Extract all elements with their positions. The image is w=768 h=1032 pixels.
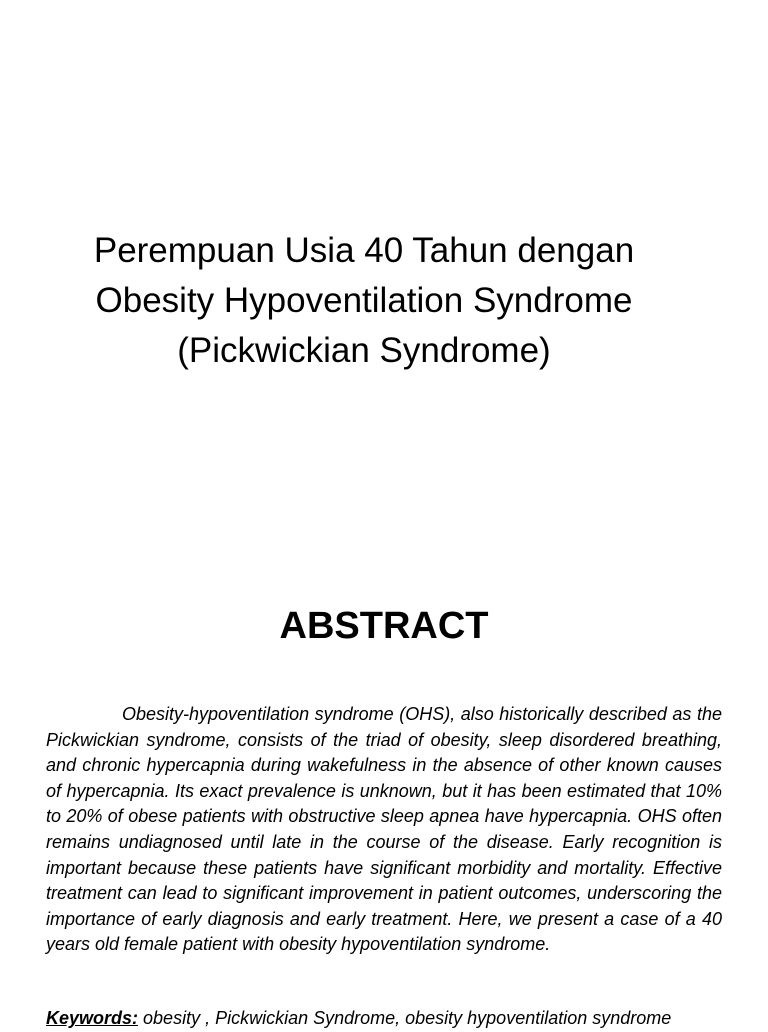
title-line-3: (Pickwickian Syndrome): [177, 331, 551, 370]
abstract-heading: ABSTRACT: [279, 605, 489, 647]
keywords-text: obesity , Pickwickian Syndrome, obesity hypoventilation syndrome: [138, 1008, 672, 1028]
keywords-label: Keywords:: [46, 1008, 139, 1028]
title-line-1: Perempuan Usia 40 Tahun dengan: [93, 231, 635, 270]
keywords-line: [46, 1006, 746, 1032]
title-line-2: Obesity Hypoventilation Syndrome: [95, 281, 633, 320]
abstract-body: Obesity-hypoventilation syndrome (OHS), also historically described as the Pickwickian syndrome, consists of the triad of obesity, sleep disordered breathing, and chronic hypercapnia during wakefulness in the absence of other known causes of hypercapnia. Its exact prevalence is unknown, but it has been estimated that 10% to 20% of obese patients with obstructive sleep apnea have hypercapnia. OHS often remains undiagnosed until late in the course of the disease. Early recognition is important because these patients have significant morbidity and mortality. Effective treatment can lead to significant improvement in patient outcomes, underscoring the importance of early diagnosis and early treatment. Here, we present a case of a 40 years old female patient with obesity hypoventilation syndrome.: [46, 704, 722, 955]
document-title: [0, 226, 728, 376]
